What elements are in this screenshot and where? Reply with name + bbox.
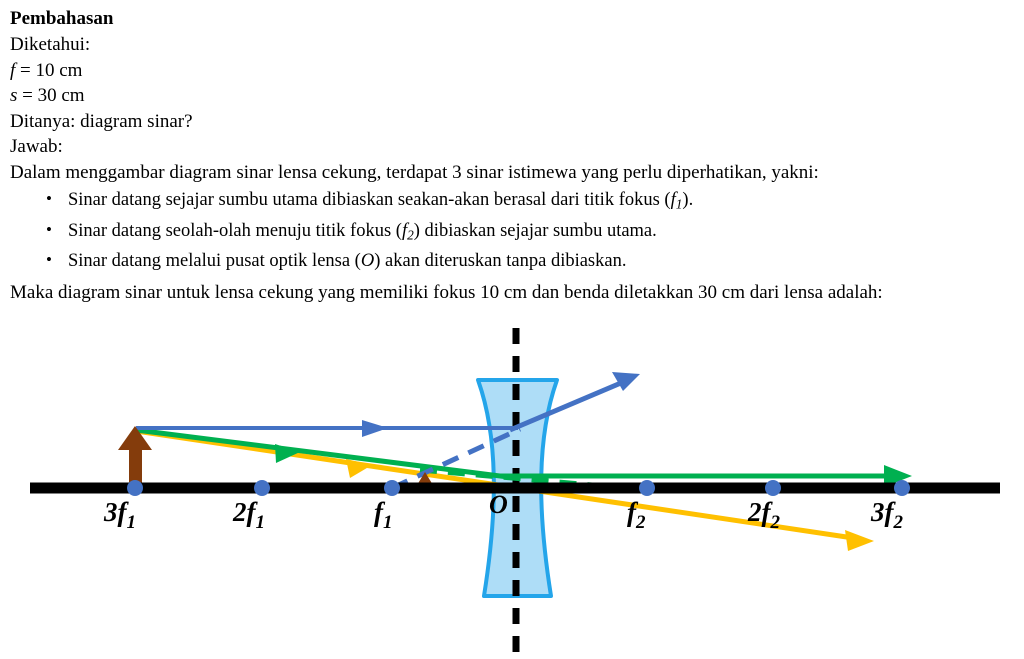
bullet-3-before: Sinar datang melalui pusat optik lensa ( bbox=[68, 251, 361, 272]
line-ditanya: Ditanya: diagram sinar? bbox=[10, 110, 193, 132]
axis-dot-3f1 bbox=[127, 480, 143, 496]
object-distance-symbol: s bbox=[10, 85, 18, 106]
axis-dot-f2 bbox=[639, 480, 655, 496]
ray-focus-incident bbox=[136, 430, 516, 478]
ray-diagram bbox=[0, 318, 1024, 659]
bullet-2-sub: 2 bbox=[407, 227, 414, 243]
special-rays-list bbox=[10, 187, 1016, 279]
line-object-distance bbox=[10, 83, 1016, 109]
axis-label-2f1: $2f_1$ bbox=[233, 497, 265, 533]
line-closing: Maka diagram sinar untuk lensa cekung yang memiliki fokus 10 cm dan benda diletakkan 30 cm dari lensa adalah: bbox=[10, 282, 883, 304]
bullet-1-symbol: f bbox=[670, 190, 676, 210]
section-heading: Pembahasan bbox=[10, 8, 114, 29]
focal-symbol: f bbox=[10, 59, 16, 81]
line-jawab: Jawab: bbox=[10, 136, 63, 157]
bullet-3-symbol: O bbox=[360, 251, 375, 272]
axis-dot-2f1 bbox=[254, 480, 270, 496]
list-item bbox=[68, 218, 1016, 249]
bullet-2-before: Sinar datang seolah-olah menuju titik fokus ( bbox=[68, 220, 402, 241]
ray-center-arrowhead-end bbox=[845, 530, 874, 551]
axis-label-3f1: $3f_1$ bbox=[104, 497, 136, 533]
object-distance-value: = 30 cm bbox=[17, 85, 85, 106]
axis-label-f1: $f_1$ bbox=[374, 497, 393, 533]
line-focal-length bbox=[10, 58, 1016, 84]
bullet-1-before: Sinar datang sejajar sumbu utama dibiaskan seakan-akan berasal dari titik fokus ( bbox=[68, 190, 671, 210]
axis-label-optical-center: O bbox=[489, 490, 508, 519]
list-item bbox=[68, 187, 1016, 218]
axis-label-3f2: $3f_2$ bbox=[871, 497, 903, 533]
axis-label-f2: $f_2$ bbox=[627, 497, 646, 533]
line-intro: Dalam menggambar diagram sinar lensa cekung, terdapat 3 sinar istimewa yang perlu diperhatikan, yakni: bbox=[10, 161, 819, 183]
bullet-2-after: ) dibiaskan sejajar sumbu utama. bbox=[413, 220, 657, 241]
focal-value: = 10 cm bbox=[15, 59, 83, 81]
line-diketahui: Diketahui: bbox=[10, 34, 91, 55]
bullet-2-symbol: f bbox=[401, 220, 408, 241]
axis-label-2f2: $2f_2$ bbox=[748, 497, 780, 533]
list-item bbox=[68, 248, 1016, 279]
axis-dot-2f2 bbox=[765, 480, 781, 496]
ray-parallel-arrowhead-end bbox=[612, 372, 640, 391]
explanation-text-block bbox=[0, 0, 1024, 306]
axis-dot-3f2 bbox=[894, 480, 910, 496]
bullet-1-sub: 1 bbox=[675, 196, 683, 212]
ray-parallel-arrowhead-mid bbox=[362, 420, 388, 437]
bullet-3-after: ) akan diteruskan tanpa dibiaskan. bbox=[374, 251, 627, 272]
axis-dot-f1 bbox=[384, 480, 400, 496]
bullet-1-after: ). bbox=[682, 190, 694, 210]
